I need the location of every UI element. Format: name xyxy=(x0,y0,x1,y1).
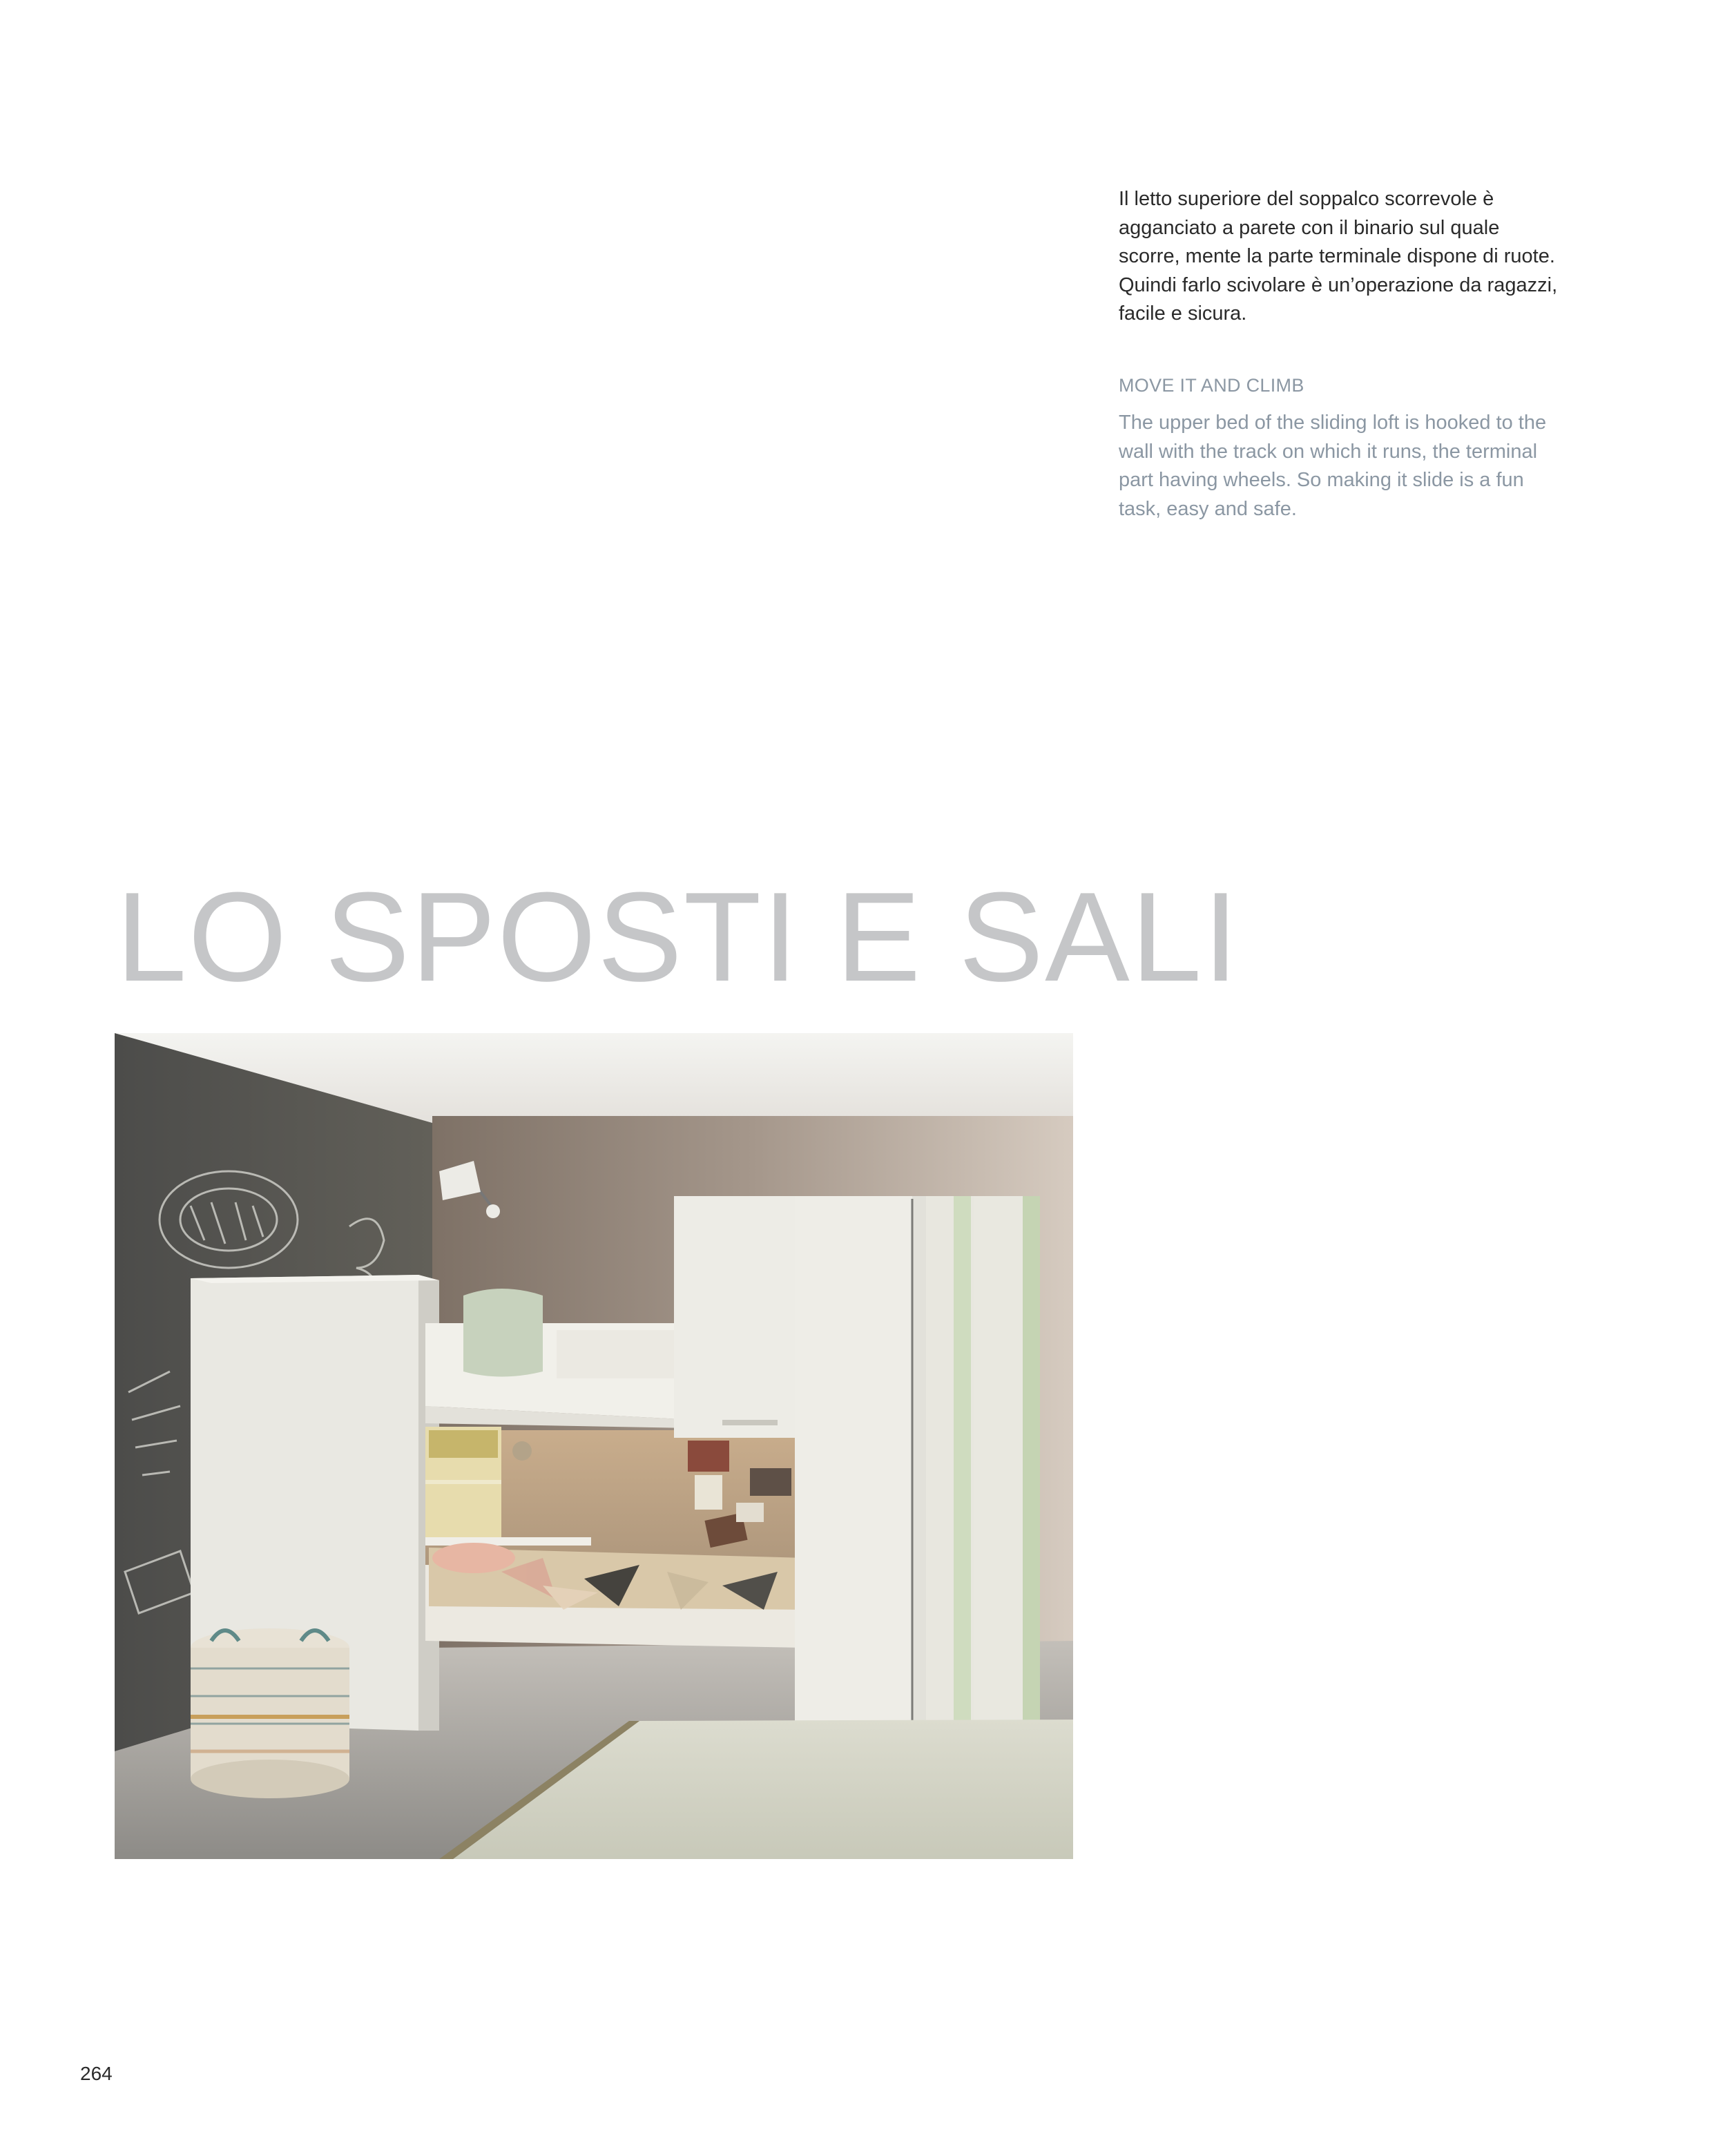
english-heading: MOVE IT AND CLIMB xyxy=(1119,375,1304,396)
page-title: LO SPOSTI E SALI xyxy=(116,865,1240,1008)
english-description: The upper bed of the sliding loft is hooked to the wall with the track on which it runs, the terminal part having wheels. So making it slide is a fun task, easy and safe. xyxy=(1119,412,1547,520)
page-number: 264 xyxy=(80,2063,113,2084)
italian-description: Il letto superiore del soppalco scorrevole è agganciato a parete con il binario sul quale scorre, mente la parte terminale dispone di ruote. Quindi farlo scivolare è un’operazione da ragazzi, facile e sicura. xyxy=(1119,188,1558,325)
bedroom-photo xyxy=(115,1033,1073,1859)
